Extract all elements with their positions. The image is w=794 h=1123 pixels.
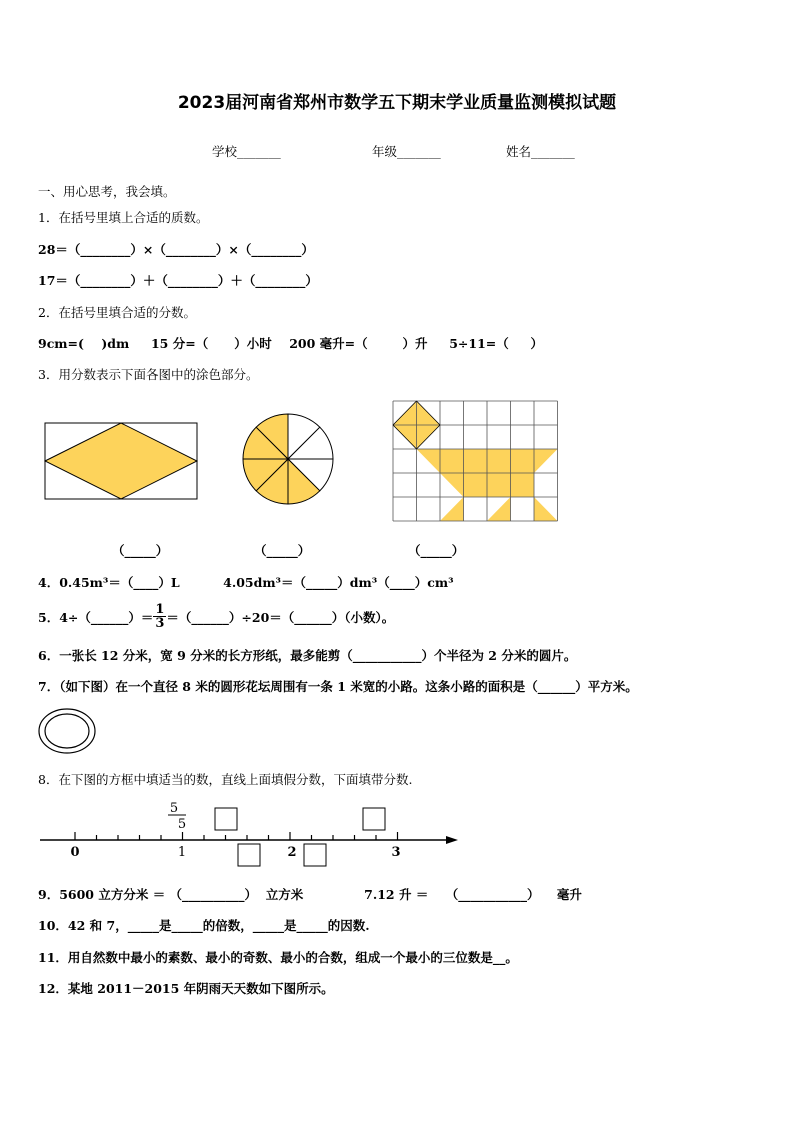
answer-fig-2[interactable]: （_____） [254,543,311,558]
rhombus-shaded [45,423,197,499]
question-12: 12．某地 2011－2015 年阴雨天天数如下图所示。 [38,981,334,996]
question-5-suffix: ＝（______）÷20＝（______）（小数）。 [166,609,395,625]
question-2-line: 9cm=( )dm 15 分=（ ）小时 200 毫升=（ ）升 5÷11=（ ） [38,336,543,351]
question-8: 8．在下图的方框中填适当的数，直线上面填假分数，下面填带分数. [38,772,413,787]
tick-label-3: 3 [391,845,401,860]
question-4: 4．0.45m³＝（____）L 4.05dm³＝（_____）dm³（____）cm³ [38,575,454,590]
tick-label-1: 1 [177,845,187,860]
question-1-line-1: 28＝（________）×（________）×（________） [38,242,314,257]
page-title: 2023届河南省郑州市数学五下期末学业质量监测模拟试题 [177,93,617,113]
question-10: 10．42 和 7，_____是_____的倍数，_____是_____的因数. [38,918,370,933]
answer-fig-1[interactable]: （_____） [112,543,169,558]
shaded-region [534,497,558,521]
question-2: 2．在括号里填合适的分数。 [38,305,196,320]
fraction-denominator: 3 [155,616,165,631]
answer-box-above-2[interactable] [363,808,385,830]
flowerbed-path-figure [37,707,97,755]
shaded-region [440,497,464,521]
outer-circle [39,709,95,753]
question-7: 7．（如下图）在一个直径 8 米的圆形花坛周围有一条 1 米宽的小路。这条小路的面积是（______）平方米。 [38,679,638,694]
name-field[interactable]: 姓名_______ [506,144,575,159]
fraction-one-third [153,603,166,630]
question-11: 11．用自然数中最小的素数、最小的奇数、最小的合数，组成一个最小的三位数是__。 [38,950,518,965]
improper-fraction-denominator: 5 [177,817,187,832]
school-field[interactable]: 学校_______ [212,144,281,159]
question-1: 1．在括号里填上合适的质数。 [38,210,209,225]
question-5 [38,603,394,630]
circle-sectors-figure [241,412,335,506]
question-1-line-2: 17＝（________）＋（________）＋（________） [38,273,318,288]
number-line-figure [38,796,463,876]
shaded-region [487,497,511,521]
inner-circle [45,714,89,748]
answer-box-above-1[interactable] [215,808,237,830]
fraction-numerator: 1 [155,602,165,617]
question-6: 6．一张长 12 分米，宽 9 分米的长方形纸，最多能剪（___________）个半径为 2 分米的圆片。 [38,648,577,663]
tick-label-0: 0 [70,845,80,860]
tick-label-2: 2 [287,845,297,860]
rectangle-rhombus-figure [44,422,198,500]
grid-duck-figure [392,400,560,522]
answer-box-below-2[interactable] [304,844,326,866]
section-heading: 一、用心思考，我会填。 [38,184,176,199]
answer-fig-3[interactable]: （_____） [408,543,465,558]
question-3: 3．用分数表示下面各图中的涂色部分。 [38,367,259,382]
question-5-prefix: 5．4÷（______）＝ [38,609,154,625]
axis-arrow [446,836,458,844]
question-9: 9．5600 立方分米 ＝ （__________） 立方米 7.12 升 ＝ （___________） 毫升 [38,887,582,902]
answer-box-below-1[interactable] [238,844,260,866]
grade-field[interactable]: 年级_______ [372,144,441,159]
improper-fraction-numerator: 5 [169,801,179,816]
